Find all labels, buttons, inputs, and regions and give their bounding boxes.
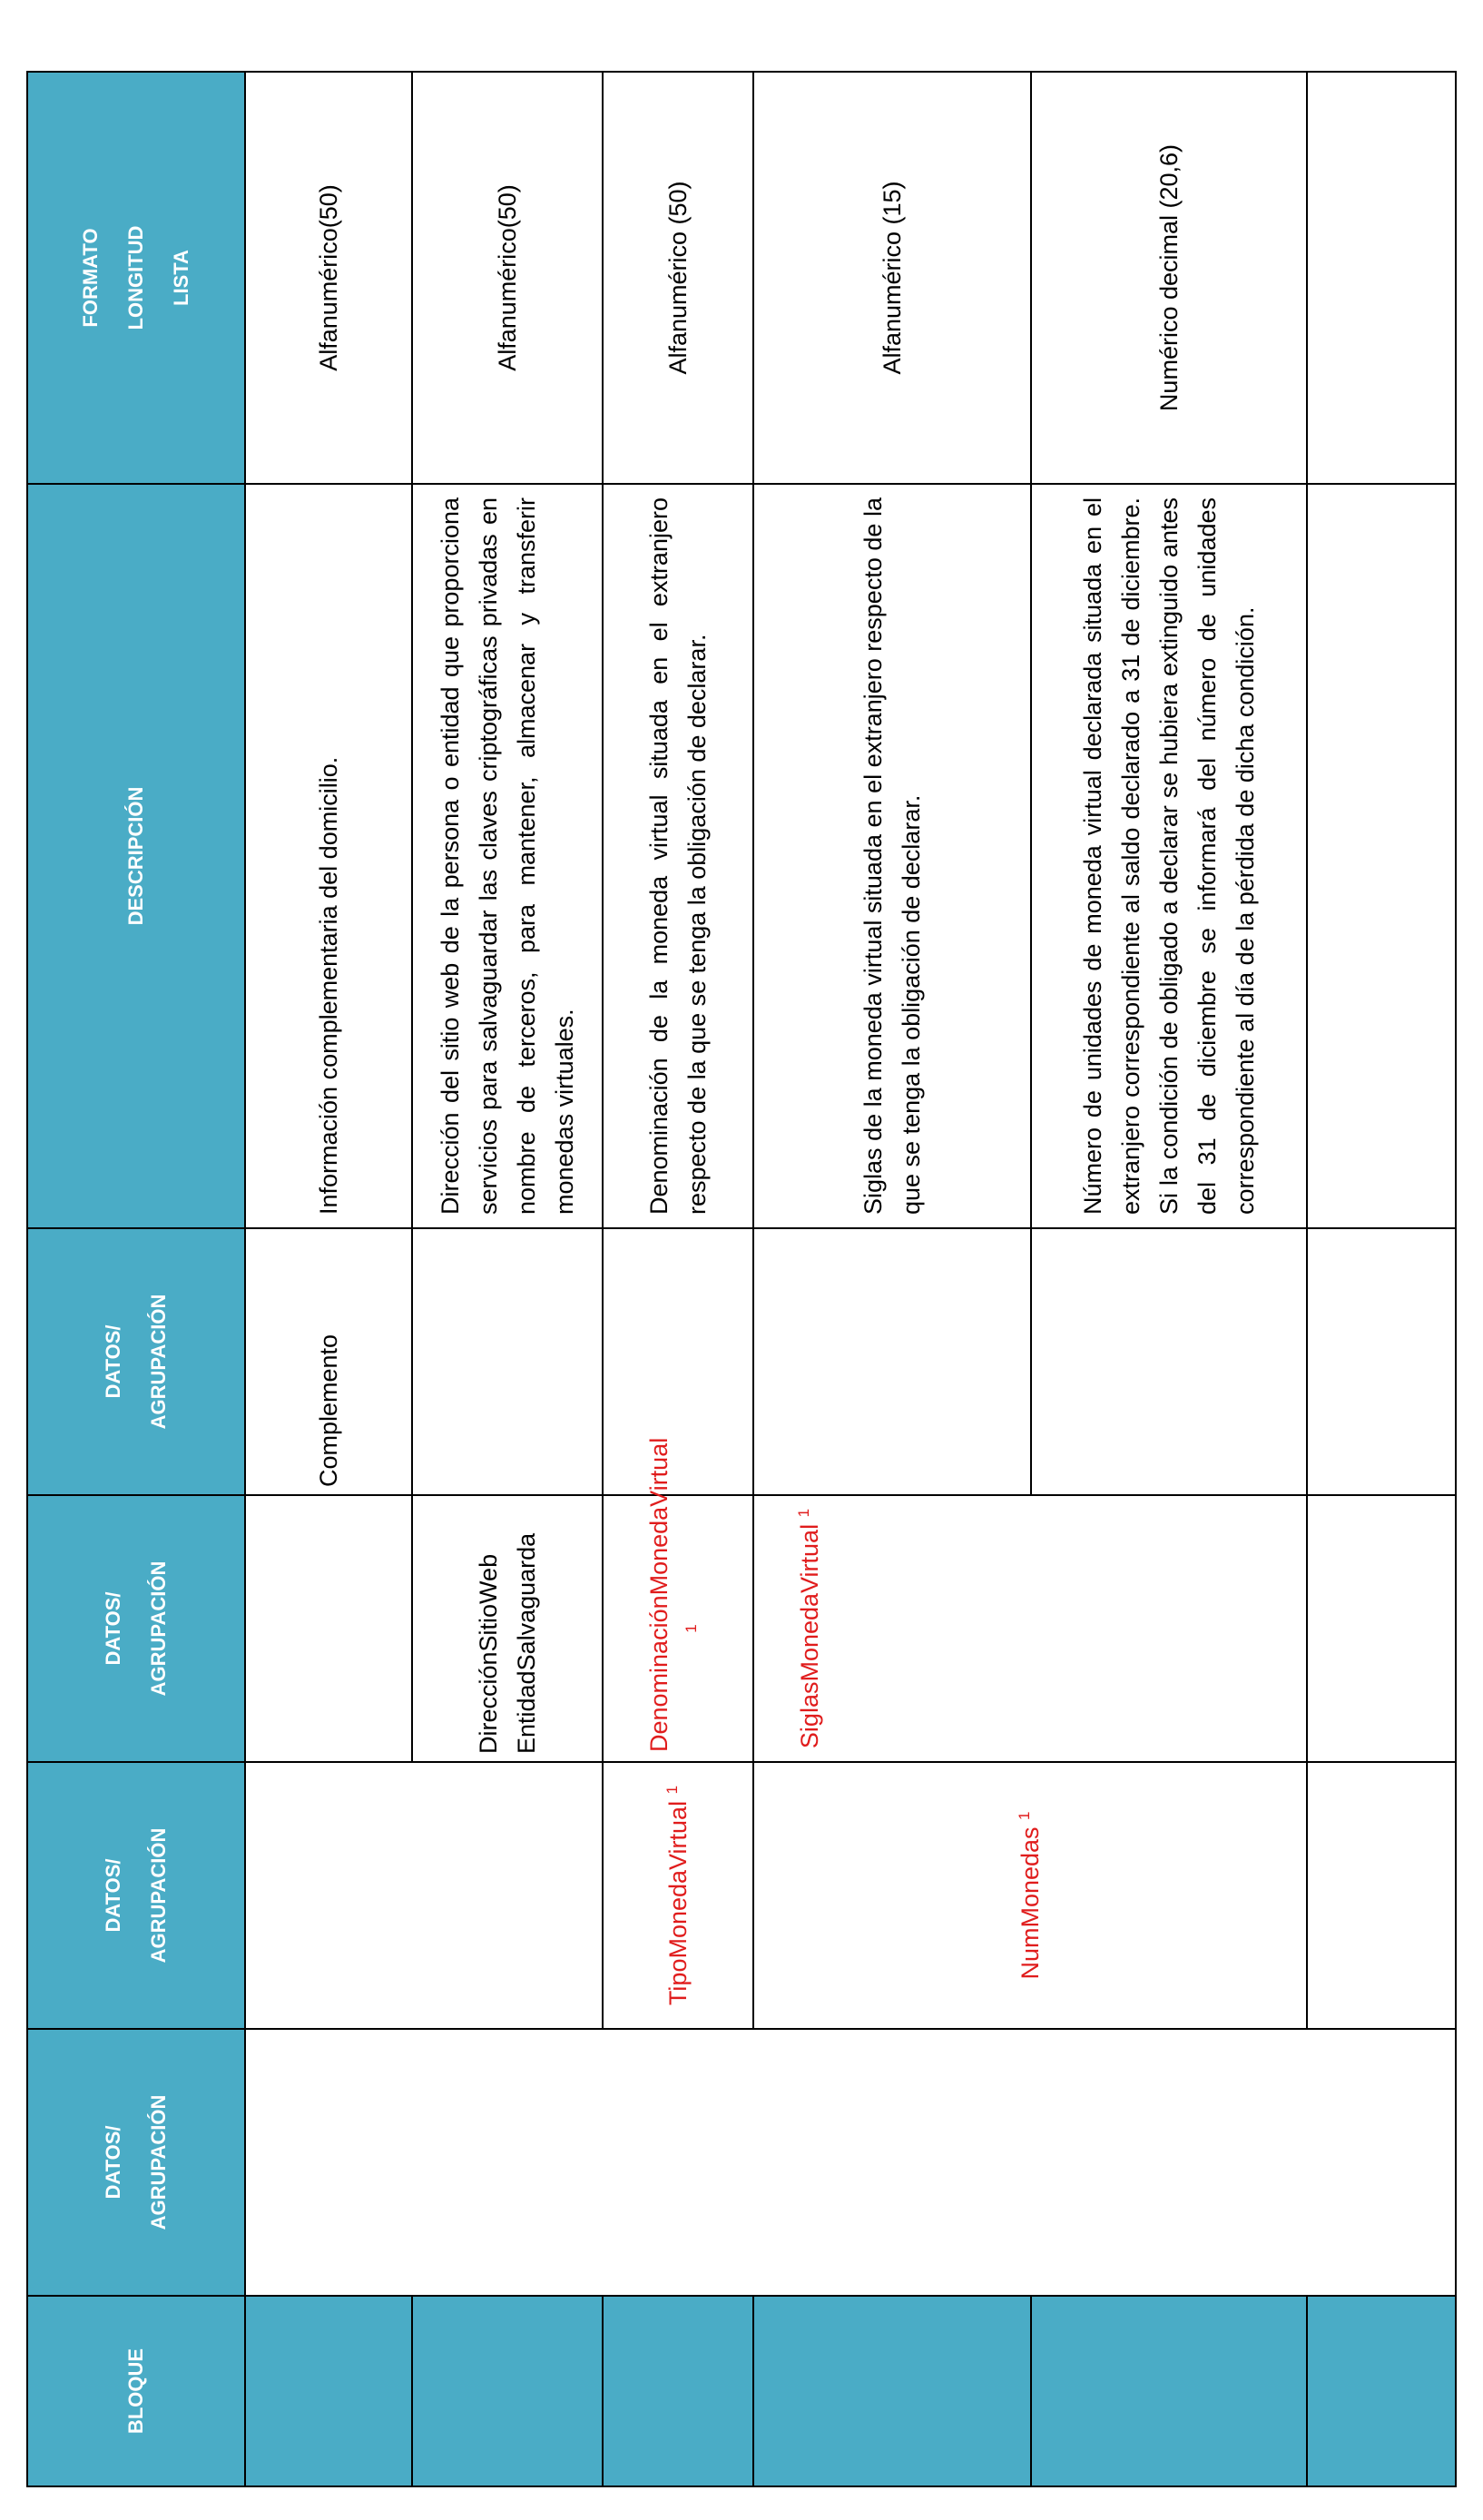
group-name-text: NumMonedas: [1016, 1826, 1044, 1980]
empty-cell: [1307, 72, 1456, 484]
header-datos-4-line2: AGRUPACIÓN: [147, 1294, 170, 1430]
format-cell: Alfanumérico(50): [412, 72, 603, 484]
bloque-cell: [245, 2296, 412, 2486]
header-formato-line3: LISTA: [170, 250, 192, 306]
format-cell: Numérico decimal (20,6): [1031, 72, 1307, 484]
header-datos-4: [27, 1228, 245, 1495]
format-cell: Alfanumérico(50): [245, 72, 412, 484]
rotated-page: [26, 73, 1455, 2487]
header-datos-3: [27, 1495, 245, 1762]
bloque-cell: [412, 2296, 603, 2486]
description-cell: Número de unidades de moneda virtual declarada situada en el extranjero correspondiente al saldo declarado a 31 de diciembre. Si la condición de obligado a declarar se hubiera extinguido antes del 31 de diciembre se informará del número de unidades correspondiente al día de la pérdida de dicha condición.: [1031, 484, 1307, 1228]
header-datos-2-line2: AGRUPACIÓN: [147, 1827, 170, 1964]
empty-cell: [1307, 1762, 1456, 2029]
bloque-cell: [753, 2296, 1031, 2486]
empty-cell: [603, 1228, 753, 1495]
empty-cell: [753, 1228, 1031, 1495]
header-datos-4-line1: DATOS/: [102, 1324, 124, 1399]
header-descripcion: DESCRIPCIÓN: [27, 484, 245, 1228]
header-formato: [27, 72, 245, 484]
empty-cell: [245, 1495, 412, 1762]
description-cell: Siglas de la moneda virtual situada en el extranjero respecto de la que se tenga la obligación de declarar.: [753, 484, 1031, 1228]
empty-cell: [1031, 1228, 1307, 1495]
empty-cell: [1307, 1495, 1456, 1762]
header-formato-line1: FORMATO: [79, 228, 102, 328]
group-name-text: TipoMonedaVirtual: [664, 1800, 692, 2006]
header-datos-3-line1: DATOS/: [102, 1591, 124, 1666]
field-name: DirecciónSitioWeb EntidadSalvaguarda: [412, 1495, 603, 1762]
field-name-text: SiglasMonedaVirtual: [796, 1523, 823, 1749]
format-cell: Alfanumérico (50): [603, 72, 753, 484]
field-name: [603, 1437, 753, 1762]
empty-cell: [1307, 484, 1456, 1228]
header-bloque: BLOQUE: [27, 2296, 245, 2486]
group-name: [603, 1762, 753, 2029]
header-datos-2-line1: DATOS/: [102, 1858, 124, 1933]
group-name: [753, 1762, 1307, 2029]
format-cell: Alfanumérico (15): [753, 72, 1031, 484]
footnote-mark: 1: [663, 1785, 681, 1795]
header-datos-1-line1: DATOS/: [102, 2125, 124, 2200]
description-cell: Información complementaria del domicilio.: [245, 484, 412, 1228]
footnote-mark: 1: [1016, 1811, 1033, 1820]
bloque-cell: [1307, 2296, 1456, 2486]
header-row: [27, 72, 245, 2486]
field-name-text: DenominaciónMonedaVirtual: [645, 1437, 673, 1752]
header-datos-1-line2: AGRUPACIÓN: [147, 2094, 170, 2230]
empty-cell: [245, 2029, 1456, 2296]
header-datos-2: [27, 1762, 245, 2029]
bloque-cell: [603, 2296, 753, 2486]
description-cell: Dirección del sitio web de la persona o entidad que proporciona servicios para salvaguardar las claves criptográficas privadas en nombre de terceros, para mantener, almacenar y transferir monedas virtuales.: [412, 484, 603, 1228]
footnote-mark: 1: [795, 1508, 812, 1518]
field-name: [753, 1495, 1307, 1762]
empty-cell: [245, 1762, 603, 2029]
field-name: Complemento: [245, 1228, 412, 1495]
header-datos-3-line2: AGRUPACIÓN: [147, 1560, 170, 1697]
table-row: [245, 72, 412, 2486]
bloque-cell: [1031, 2296, 1307, 2486]
empty-cell: [1307, 1228, 1456, 1495]
empty-cell: [412, 1228, 603, 1495]
footnote-mark: 1: [683, 1624, 700, 1633]
format-table: [26, 71, 1457, 2487]
description-cell: Denominación de la moneda virtual situada en el extranjero respecto de la que se tenga la obligación de declarar.: [603, 484, 753, 1228]
header-formato-line2: LONGITUD: [124, 225, 147, 330]
header-datos-1: [27, 2029, 245, 2296]
